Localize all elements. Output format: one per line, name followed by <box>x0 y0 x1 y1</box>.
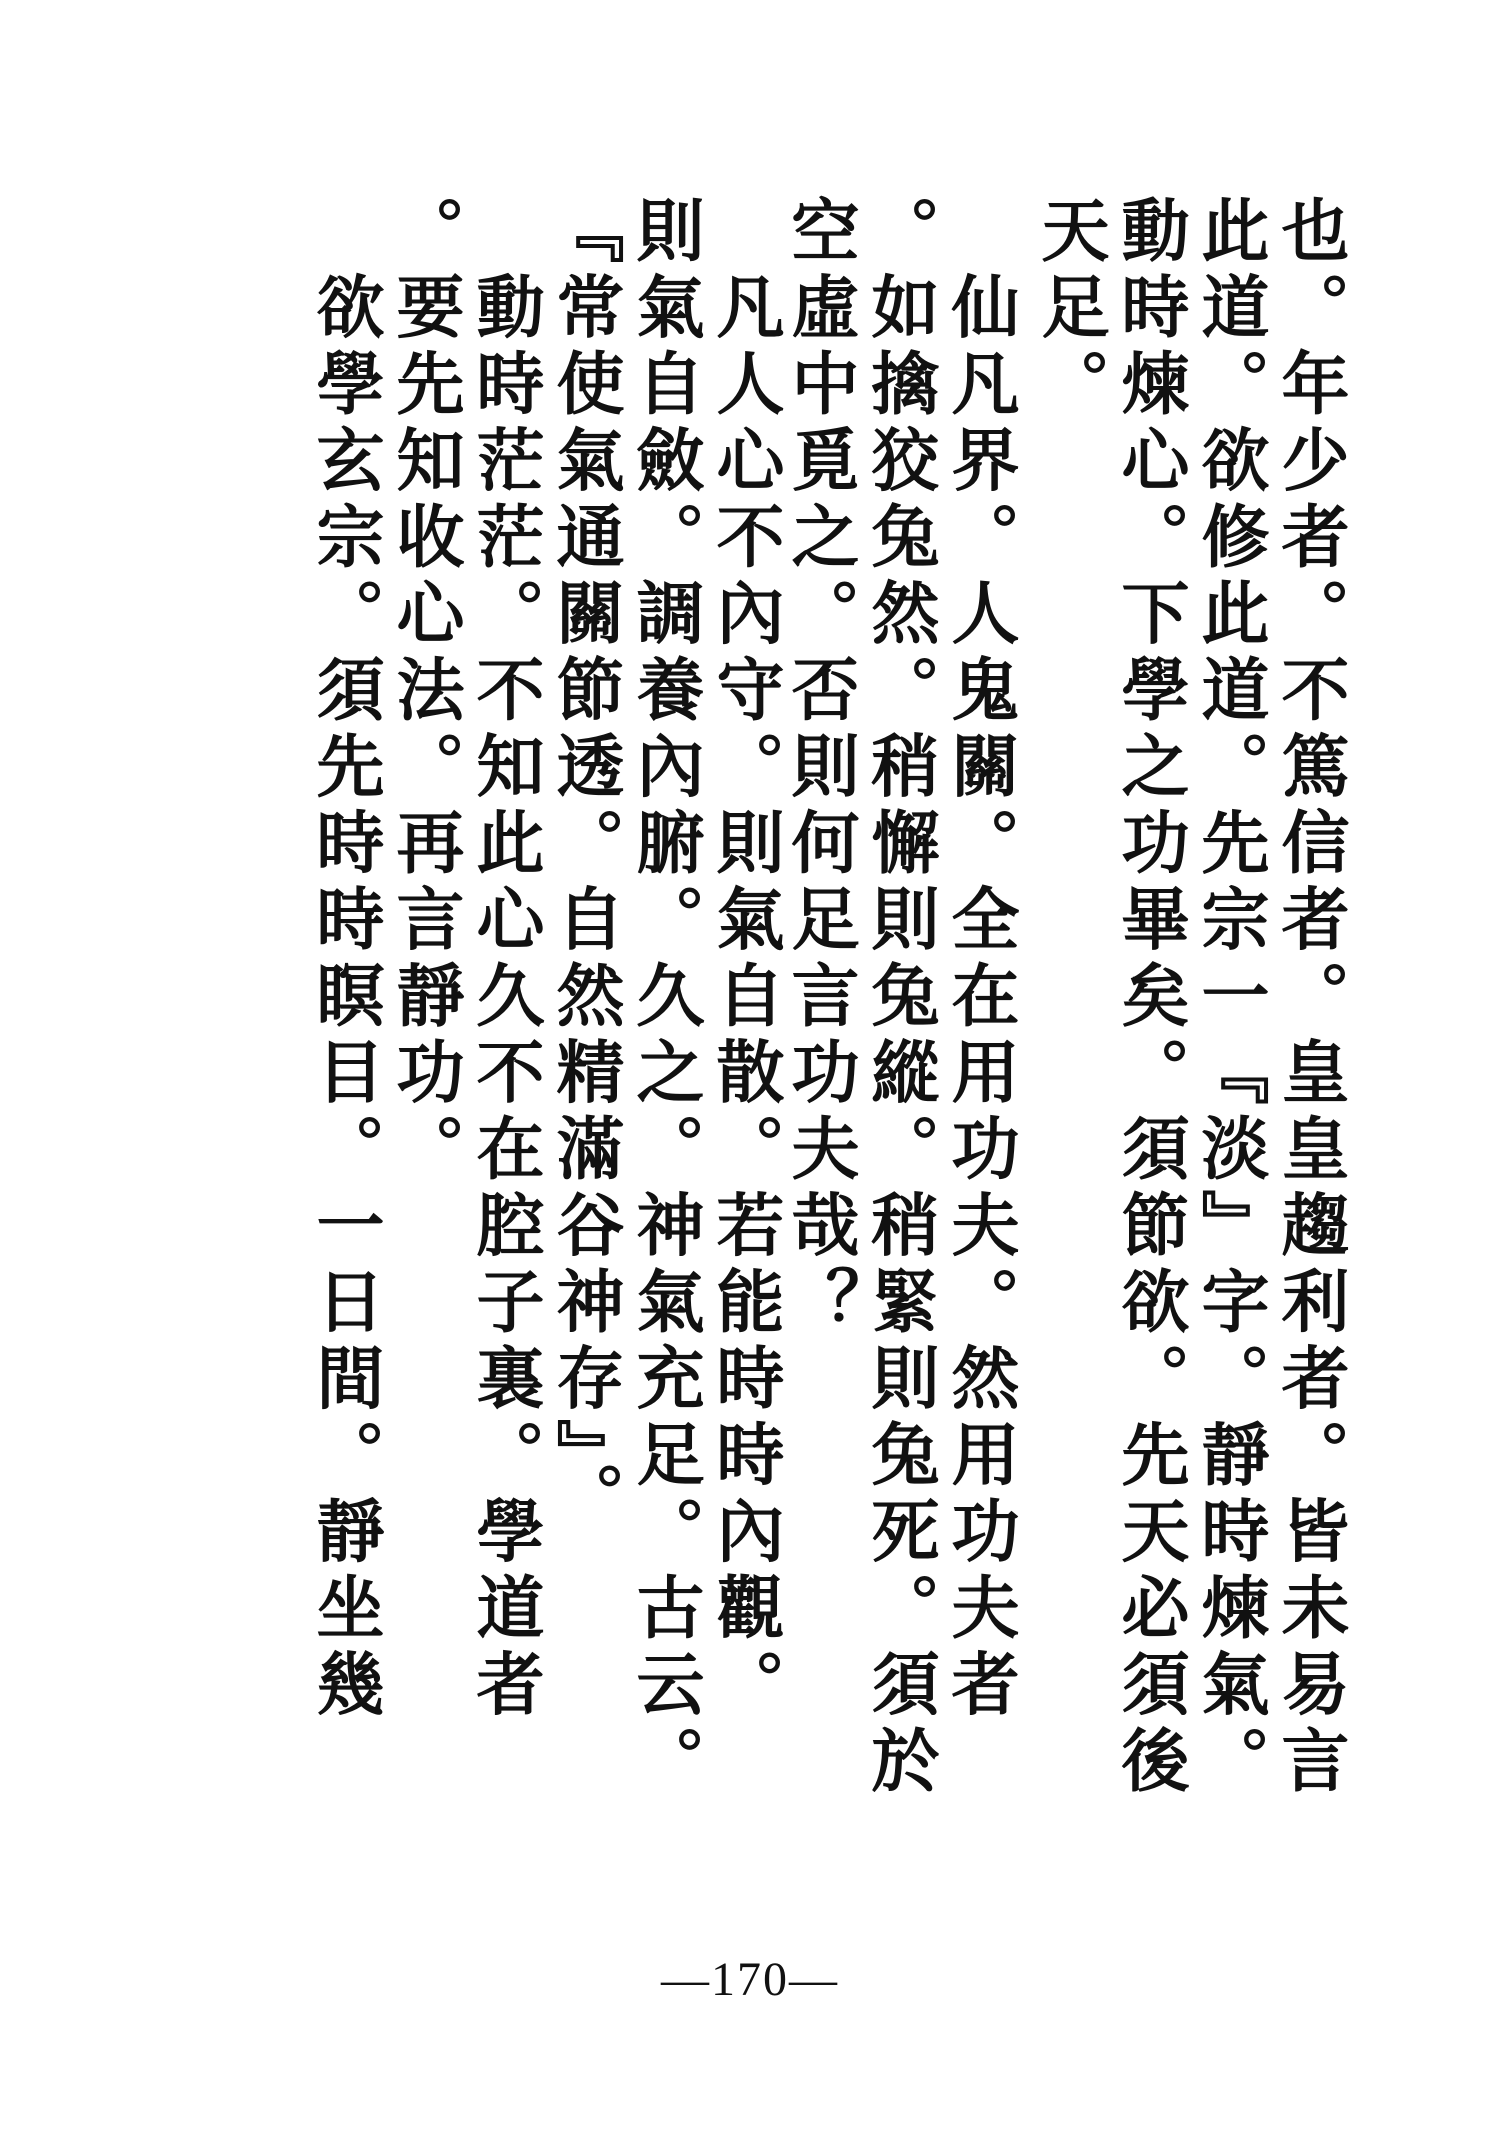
column-text: 。要先知收心法。再言靜功。 <box>385 195 465 1190</box>
text-column-10 <box>545 195 625 1915</box>
text-column-2 <box>1190 195 1270 1915</box>
text-column-4 <box>1030 195 1110 1915</box>
column-text: 此道。欲修此道。先宗一『淡』字。靜時煉氣。 <box>1190 195 1270 1802</box>
column-text: 凡人心不內守。則氣自散。若能時時內觀。 <box>705 195 785 1725</box>
text-column-6 <box>860 195 940 1915</box>
text-column-11 <box>465 195 545 1915</box>
column-text: 仙凡界。人鬼關。全在用功夫。然用功夫者 <box>940 195 1020 1725</box>
column-text: 空虛中覓之。否則何足言功夫哉？ <box>780 195 860 1343</box>
text-column-3 <box>1110 195 1190 1915</box>
text-column-13 <box>305 195 385 1915</box>
page-number: —170— <box>661 1953 839 2006</box>
text-column-5 <box>940 195 1020 1915</box>
text-column-1 <box>1270 195 1350 1915</box>
vertical-text-body <box>160 195 1350 1915</box>
column-text: 動時茫茫。不知此心久不在腔子裏。學道者 <box>465 195 545 1725</box>
text-column-9 <box>625 195 705 1915</box>
column-text: 則氣自斂。調養內腑。久之。神氣充足。古云。 <box>625 195 705 1802</box>
column-text: 也。年少者。不篤信者。皇皇趨利者。皆未易言 <box>1270 195 1350 1802</box>
column-text: 天足。 <box>1030 195 1110 425</box>
text-column-12 <box>385 195 465 1915</box>
text-column-7 <box>780 195 860 1915</box>
text-column-8 <box>705 195 785 1915</box>
column-text: 動時煉心。下學之功畢矣。須節欲。先天必須後 <box>1110 195 1190 1802</box>
column-text: 『常使氣通關節透。自然精滿谷神存』。 <box>545 195 625 1538</box>
column-text: 欲學玄宗。須先時時瞑目。一日間。靜坐幾 <box>305 195 385 1725</box>
column-text: 。如擒狡兔然。稍懈則兔縱。稍緊則兔死。須於 <box>860 195 940 1802</box>
